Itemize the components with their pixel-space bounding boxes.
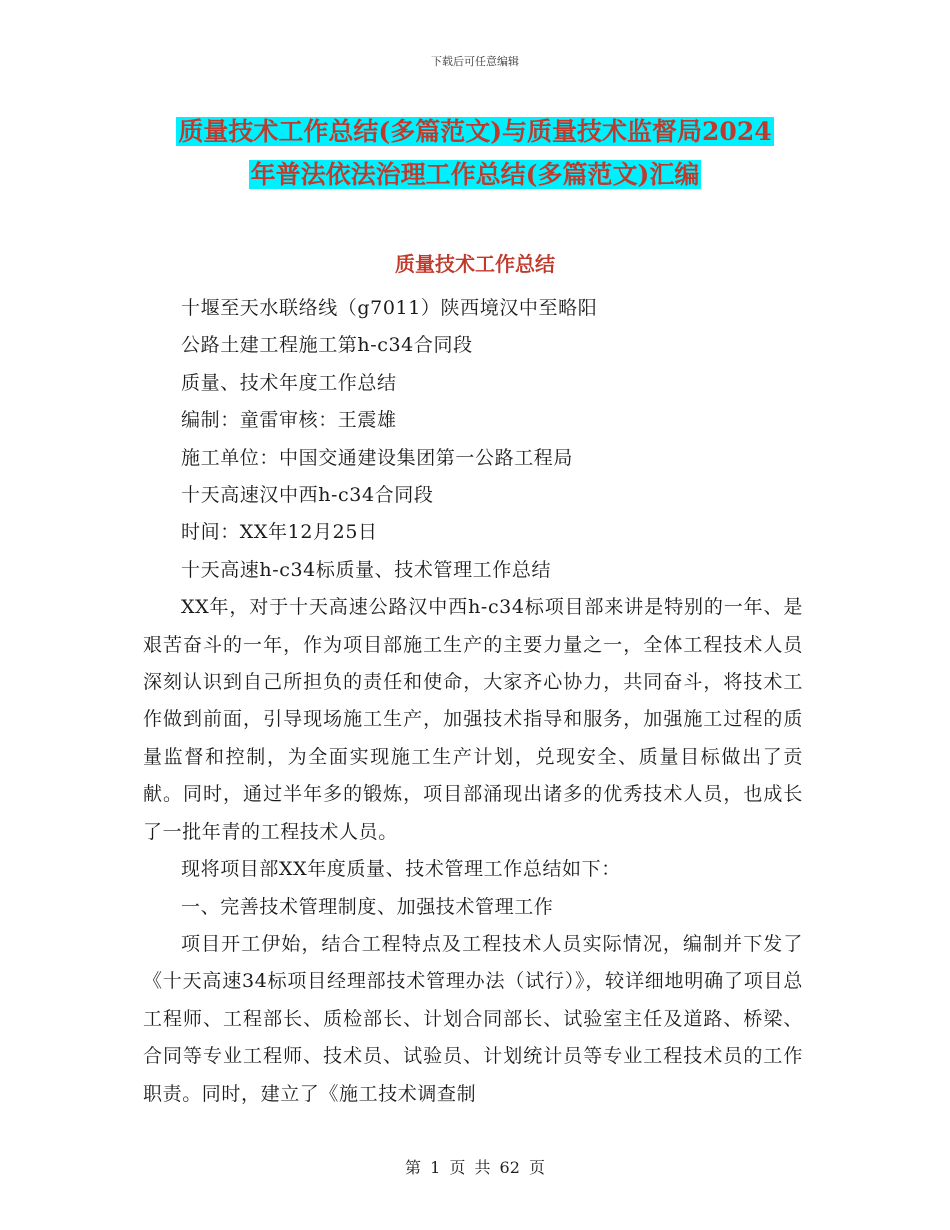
paragraph: 质量、技术年度工作总结	[181, 371, 397, 394]
paragraph: 十天高速汉中西h-c34合同段	[181, 484, 434, 507]
title-line-2-text: 年普法依法治理工作总结(多篇范文)汇编	[250, 160, 700, 189]
paragraph: 现将项目部XX年度质量、技术管理工作总结如下：	[181, 858, 621, 881]
paragraph: XX年，对于十天高速公路汉中西h-c34标项目部来讲是特别的一年、是艰苦奋斗的一年，作为项目部施工生产的主要力量之一，全体工程技术人员深刻认识到自己所担负的责任和使命，大家齐心协力，共同奋斗，将技术工作做到前面，引导现场施工生产，加强技术指导和服务，加强施工过程的质量监督和控制，为全面实现施工生产计划，兑现安全、质量目标做出了贡献。同时，通过半年多的锻炼，项目部涌现出诸多的优秀技术人员，也成长了一批年青的工程技术人员。	[143, 596, 803, 843]
document-title-line-1	[0, 114, 950, 150]
paragraph: 项目开工伊始，结合工程特点及工程技术人员实际情况，编制并下发了《十天高速34标项目经理部技术管理办法（试行）》，较详细地明确了项目总工程师、工程部长、质检部长、计划合同部长、试验室主任及道路、桥梁、合同等专业工程师、技术员、试验员、计划统计员等专业工程技术员的工作职责。同时，建立了《施工技术调查制	[143, 932, 803, 1105]
title-line-1-text: 质量技术工作总结(多篇范文)与质量技术监督局2024	[178, 117, 772, 146]
section-heading: 质量技术工作总结	[395, 252, 555, 276]
paragraph: 时间：XX年12月25日	[181, 521, 378, 544]
paragraph: 公路土建工程施工第h-c34合同段	[181, 334, 473, 357]
paragraph: 十堰至天水联络线（g7011）陕西境汉中至略阳	[181, 297, 598, 319]
page-footer: 第 1 页 共 62 页	[405, 1158, 545, 1177]
paragraph: 十天高速h-c34标质量、技术管理工作总结	[181, 558, 552, 581]
document-title-line-2	[0, 157, 950, 193]
document-body	[143, 290, 803, 1113]
paragraph: 编制：童雷审核：王震雄	[181, 409, 397, 432]
paragraph: 一、完善技术管理制度、加强技术管理工作	[181, 895, 554, 918]
header-note: 下载后可任意编辑	[431, 55, 519, 68]
paragraph: 施工单位：中国交通建设集团第一公路工程局	[181, 446, 574, 469]
